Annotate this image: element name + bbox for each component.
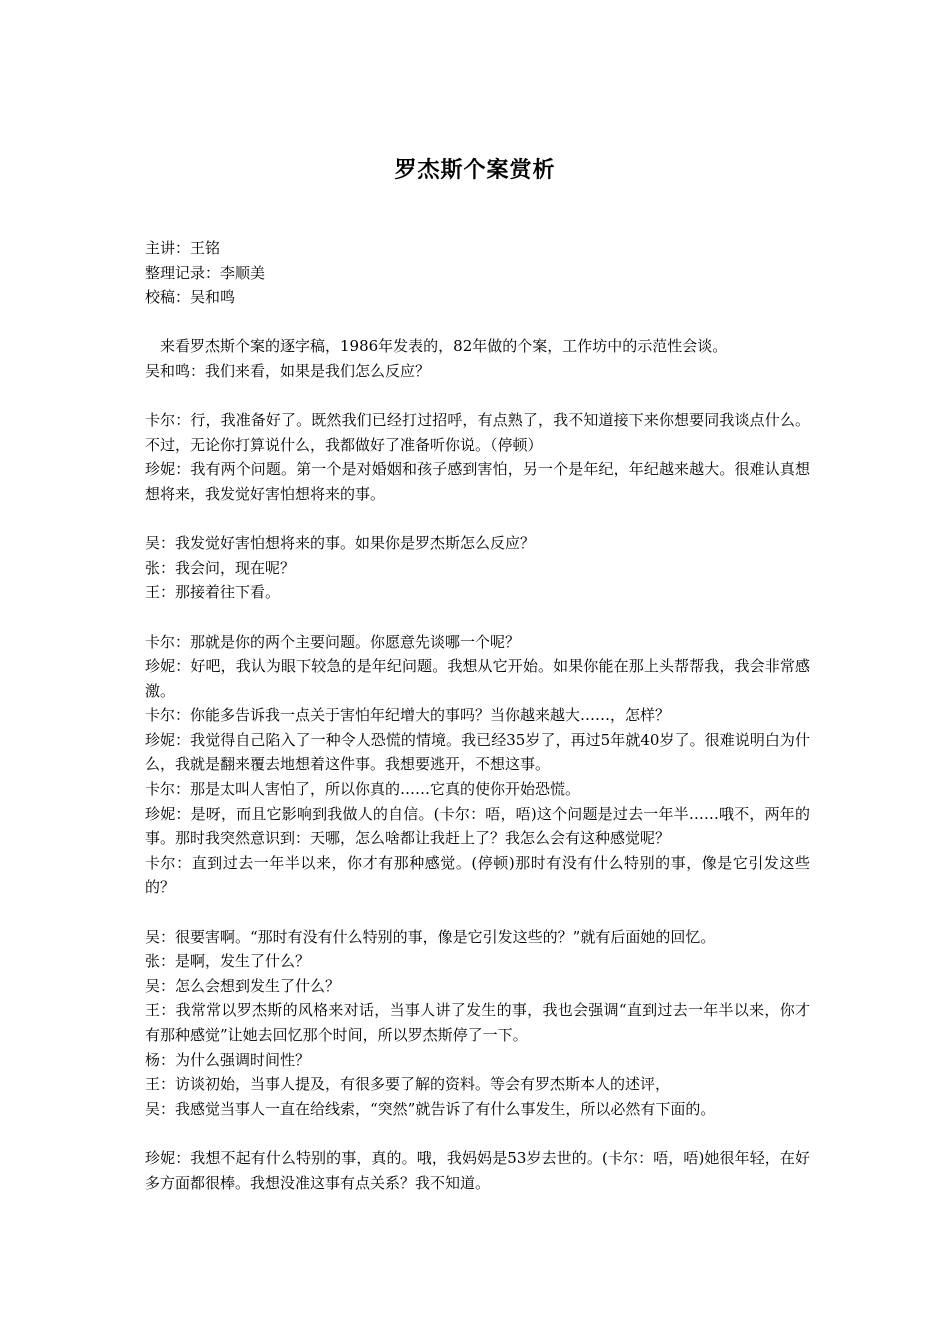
dialogue-line: 珍妮：好吧，我认为眼下较急的是年纪问题。我想从它开始。如果你能在那上头帮帮我，我会非常感激。 (145, 657, 810, 700)
dialogue-line: 卡尔：那就是你的两个主要问题。你愿意先谈哪一个呢？ (145, 632, 521, 651)
paragraph-gap (145, 605, 810, 630)
dialogue-line: 卡尔：你能多告诉我一点关于害怕年纪增大的事吗？当你越来越大……，怎样？ (145, 706, 671, 725)
paragraph-gap (145, 900, 810, 925)
paragraph-gap (145, 1121, 810, 1146)
paragraph-gap (145, 384, 810, 409)
dialogue-line: 吴和鸣：我们来看，如果是我们怎么反应？ (145, 361, 431, 380)
dialogue-line: 杨：为什么强调时间性？ (145, 1050, 311, 1069)
paragraph-gap (145, 310, 810, 335)
credit-proofreader: 校稿：吴和鸣 (145, 288, 236, 307)
dialogue-line: 珍妮：我有两个问题。第一个是对婚姻和孩子感到害怕，另一个是年纪，年纪越来越大。很难认真想想将来，我发觉好害怕想将来的事。 (145, 460, 810, 503)
dialogue-line: 王：我常常以罗杰斯的风格来对话，当事人讲了发生的事，我也会强调“直到过去一年半以来，你才有那种感觉”让她去回忆那个时间，所以罗杰斯停了一下。 (145, 1001, 810, 1044)
credit-lecturer: 主讲：王铭 (145, 239, 221, 257)
dialogue-line: 吴：怎么会想到发生了什么？ (145, 976, 341, 995)
document-body (145, 236, 810, 1195)
dialogue-line: 卡尔：那是太叫人害怕了，所以你真的……它真的使你开始恐慌。 (145, 780, 581, 799)
dialogue-line: 珍妮：我觉得自己陷入了一种令人恐慌的情境。我已经35岁了，再过5年就40岁了。很难说明白为什么，我就是翻来覆去地想着这件事。我想要逃开，不想这事。 (145, 730, 810, 774)
dialogue-line: 吴：我发觉好害怕想将来的事。如果你是罗杰斯怎么反应？ (145, 534, 536, 553)
dialogue-line: 卡尔：直到过去一年半以来，你才有那种感觉。(停顿)那时有没有什么特别的事，像是它引发这些的？ (145, 853, 810, 897)
paragraph-gap (145, 507, 810, 532)
dialogue-line: 张：是啊，发生了什么？ (145, 952, 311, 971)
document-title: 罗杰斯个案赏析 (394, 157, 556, 183)
intro-paragraph: 来看罗杰斯个案的逐字稿，1986年发表的，82年做的个案，工作坊中的示范性会谈。 (160, 337, 728, 356)
dialogue-line: 王：访谈初始，当事人提及，有很多要了解的资料。等会有罗杰斯本人的述评， (145, 1075, 671, 1094)
dialogue-line: 珍妮：我想不起有什么特别的事，真的。哦，我妈妈是53岁去世的。(卡尔：唔，唔)她很年轻，在好多方面都很棒。我想没准这事有点关系？我不知道。 (145, 1148, 810, 1192)
dialogue-line: 珍妮：是呀，而且它影响到我做人的自信。(卡尔：唔，唔)这个问题是过去一年半……哦不，两年的事。那时我突然意识到：天哪，怎么啥都让我赶上了？我怎么会有这种感觉呢？ (145, 804, 810, 848)
credit-recorder: 整理记录：李顺美 (145, 263, 266, 282)
dialogue-line: 王：那接着往下看。 (145, 583, 281, 602)
dialogue-line: 卡尔：行，我准备好了。既然我们已经打过招呼，有点熟了，我不知道接下来你想要同我谈点什么。不过，无论你打算说什么，我都做好了准备听你说。（停顿） (145, 411, 810, 454)
dialogue-line: 吴：很要害啊。“那时有没有什么特别的事，像是它引发这些的？”就有后面她的回忆。 (145, 927, 716, 946)
dialogue-line: 张：我会问，现在呢？ (145, 558, 296, 577)
dialogue-line: 吴：我感觉当事人一直在给线索，“突然”就告诉了有什么事发生，所以必然有下面的。 (145, 1099, 716, 1118)
